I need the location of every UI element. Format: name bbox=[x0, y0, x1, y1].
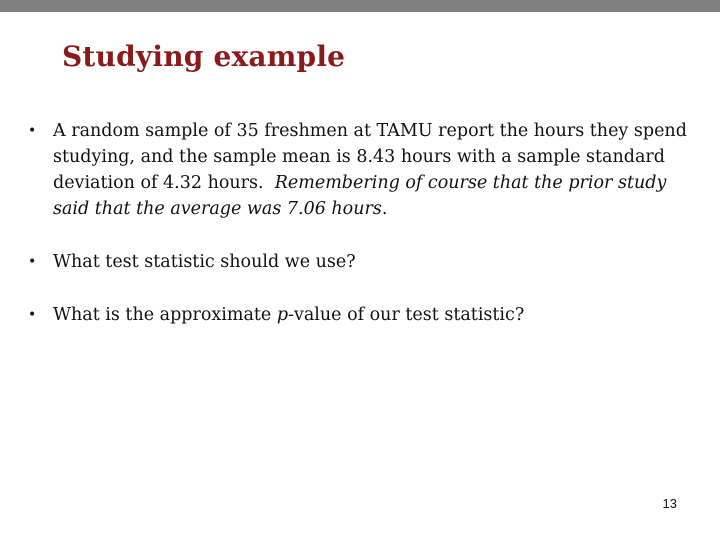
top-bar bbox=[0, 0, 720, 12]
bullet-list bbox=[24, 118, 699, 328]
bullet-icon: • bbox=[28, 307, 37, 323]
bullet-text: What test statistic should we use? bbox=[53, 252, 356, 272]
slide-title: Studying example bbox=[62, 40, 346, 73]
page-number: 13 bbox=[662, 496, 677, 511]
bullet-italic-text: Remembering of course that the prior study said that the average was 7.06 hours bbox=[53, 173, 667, 219]
bullet-item-test-statistic bbox=[24, 249, 699, 275]
bullet-italic-p: p bbox=[276, 305, 289, 325]
bullet-text-before: What is the approximate bbox=[53, 305, 277, 325]
bullet-end-punctuation: . bbox=[381, 199, 388, 219]
bullet-icon: • bbox=[28, 123, 37, 139]
bullet-text: A random sample of 35 freshmen at TAMU report the hours they spend studying, and the sample mean is 8.43 hours with a sample standard deviation of 4.32 hours. bbox=[53, 121, 687, 193]
bullet-item-sample bbox=[24, 118, 699, 222]
bullet-icon: • bbox=[28, 254, 37, 270]
bullet-text-after: -value of our test statistic? bbox=[288, 305, 525, 325]
bullet-item-p-value bbox=[24, 302, 699, 328]
